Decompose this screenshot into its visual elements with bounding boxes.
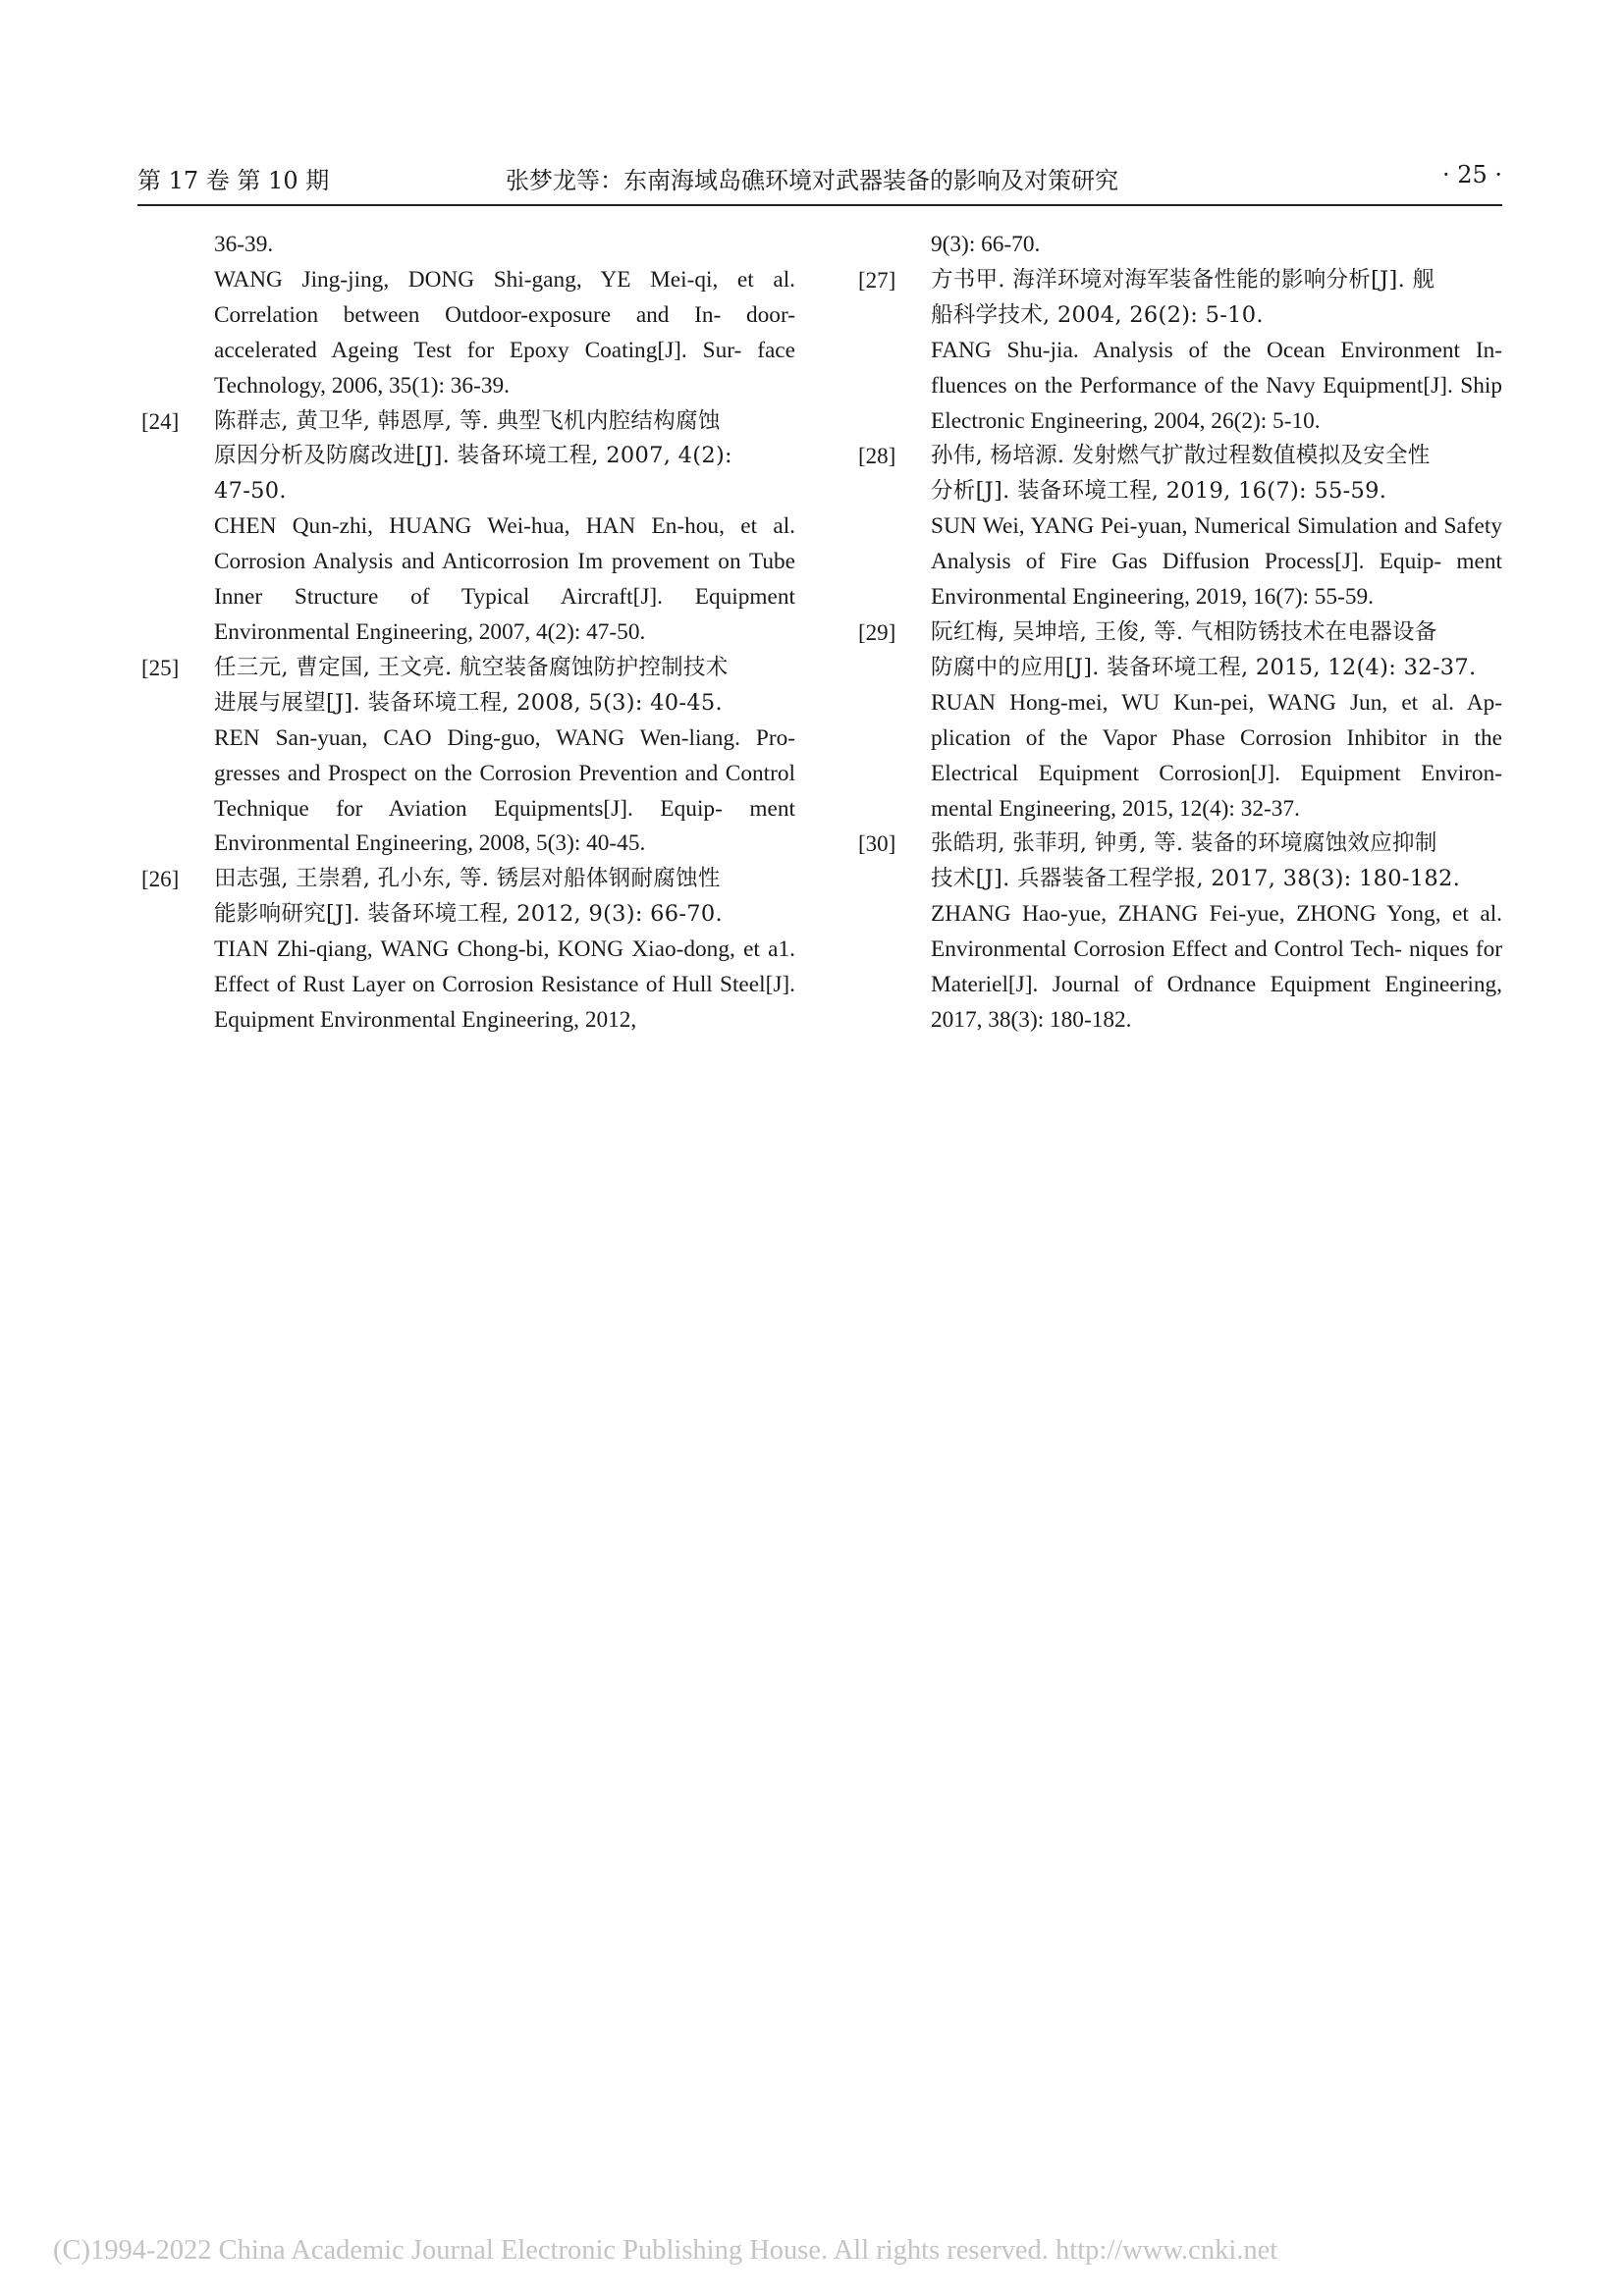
- reference-zh: 能影响研究[J]. 装备环境工程, 2012, 9(3): 66-70.: [214, 901, 723, 928]
- reference-number: [26]: [141, 867, 180, 892]
- reference-number: [24]: [141, 408, 180, 434]
- reference-zh: 船科学技术, 2004, 26(2): 5-10.: [931, 301, 1264, 328]
- right-column: [854, 228, 1502, 1039]
- reference-en: TIAN Zhi-qiang, WANG Chong-bi, KONG Xiao-dong, et a1. Effect of Rust Layer on Corrosion Resistance of Hull Steel[J]. Equipment Environmental Engineering, 2012,: [214, 936, 795, 1033]
- reference-item: [854, 263, 1502, 440]
- reference-number: [28]: [858, 444, 896, 469]
- running-header: [137, 159, 1502, 206]
- copyright-watermark: (C)1994-2022 China Academic Journal Electronic Publishing House. All rights reserved. http://www.cnki.net: [53, 2235, 1278, 2266]
- reference-zh: 进展与展望[J]. 装备环境工程, 2008, 5(3): 40-45.: [214, 689, 723, 716]
- reference-zh: 陈群志, 黄卫华, 韩恩厚, 等. 典型飞机内腔结构腐蚀: [214, 407, 721, 434]
- reference-item: [854, 439, 1502, 615]
- reference-en: CHEN Qun-zhi, HUANG Wei-hua, HAN En-hou, et al. Corrosion Analysis and Anticorrosion Im provement on Tube Inner Structure of Typical Aircraft[J]. Equipment Environmental Engineering, 2007, 4(2): 47-50.: [214, 513, 795, 645]
- page-number: · 25 ·: [1441, 161, 1502, 188]
- reference-en: SUN Wei, YANG Pei-yuan, Numerical Simulation and Safety Analysis of Fire Gas Diffusion Process[J]. Equip- ment Environmental Engineering, 2019, 16(7): 55-59.: [931, 513, 1502, 611]
- reference-number: [25]: [141, 655, 180, 680]
- volume-issue: 第 17 卷 第 10 期: [137, 167, 330, 194]
- reference-zh: 张皓玥, 张菲玥, 钟勇, 等. 装备的环境腐蚀效应抑制: [931, 830, 1437, 857]
- reference-zh: 任三元, 曹定国, 王文亮. 航空装备腐蚀防护控制技术: [214, 654, 729, 680]
- reference-continuation: [137, 228, 795, 404]
- reference-item: [854, 827, 1502, 1038]
- reference-zh: 分析[J]. 装备环境工程, 2019, 16(7): 55-59.: [931, 478, 1387, 505]
- reference-zh: 防腐中的应用[J]. 装备环境工程, 2015, 12(4): 32-37.: [931, 654, 1477, 680]
- reference-zh: 孙伟, 杨培源. 发射燃气扩散过程数值模拟及安全性: [931, 443, 1431, 469]
- reference-number: [30]: [858, 831, 896, 857]
- reference-en: REN San-yuan, CAO Ding-guo, WANG Wen-liang. Pro- gresses and Prospect on the Corrosion Prevention and Control Technique for Aviation Equipments[J]. Equip- ment Environmental Engineering, 2008, 5(3): 40-45.: [214, 724, 795, 857]
- reference-item: [137, 651, 795, 862]
- reference-continuation: [854, 228, 1502, 263]
- reference-number: [27]: [858, 267, 896, 293]
- reference-zh: 阮红梅, 吴坤培, 王俊, 等. 气相防锈技术在电器设备: [931, 618, 1437, 645]
- reference-zh-tail: 36-39.: [214, 232, 274, 257]
- reference-zh: 47-50.: [214, 478, 287, 505]
- reference-zh: 技术[J]. 兵器装备工程学报, 2017, 38(3): 180-182.: [931, 866, 1461, 892]
- reference-item: [854, 615, 1502, 827]
- left-column: [137, 228, 795, 1039]
- reference-en: FANG Shu-jia. Analysis of the Ocean Environment In- fluences on the Performance of the Navy Equipment[J]. Ship Electronic Engineering, 2004, 26(2): 5-10.: [931, 337, 1502, 434]
- article-title: 张梦龙等：东南海域岛礁环境对武器装备的影响及对策研究: [506, 167, 1118, 194]
- reference-zh: 方书甲. 海洋环境对海军装备性能的影响分析[J]. 舰: [931, 266, 1435, 293]
- reference-en: ZHANG Hao-yue, ZHANG Fei-yue, ZHONG Yong, et al. Environmental Corrosion Effect and Control Tech- niques for Materiel[J]. Journal of Ordnance Equipment Engineering, 2017, 38(3): 180-182.: [931, 901, 1502, 1033]
- reference-en-tail: 9(3): 66-70.: [931, 232, 1041, 257]
- reference-item: [137, 862, 795, 1039]
- reference-zh: 原因分析及防腐改进[J]. 装备环境工程, 2007, 4(2):: [214, 443, 732, 469]
- reference-zh: 田志强, 王崇碧, 孔小东, 等. 锈层对船体钢耐腐蚀性: [214, 866, 721, 892]
- reference-number: [29]: [858, 619, 896, 645]
- reference-en: WANG Jing-jing, DONG Shi-gang, YE Mei-qi, et al. Correlation between Outdoor-exposure and In- door-accelerated Ageing Test for Epoxy Coating[J]. Sur- face Technology, 2006, 35(1): 36-39.: [214, 266, 795, 399]
- reference-en: RUAN Hong-mei, WU Kun-pei, WANG Jun, et al. Ap- plication of the Vapor Phase Corrosion Inhibitor in the Electrical Equipment Corrosion[J]. Equipment Environ- mental Engineering, 2015, 12(4): 32-37.: [931, 689, 1502, 822]
- reference-item: [137, 404, 795, 651]
